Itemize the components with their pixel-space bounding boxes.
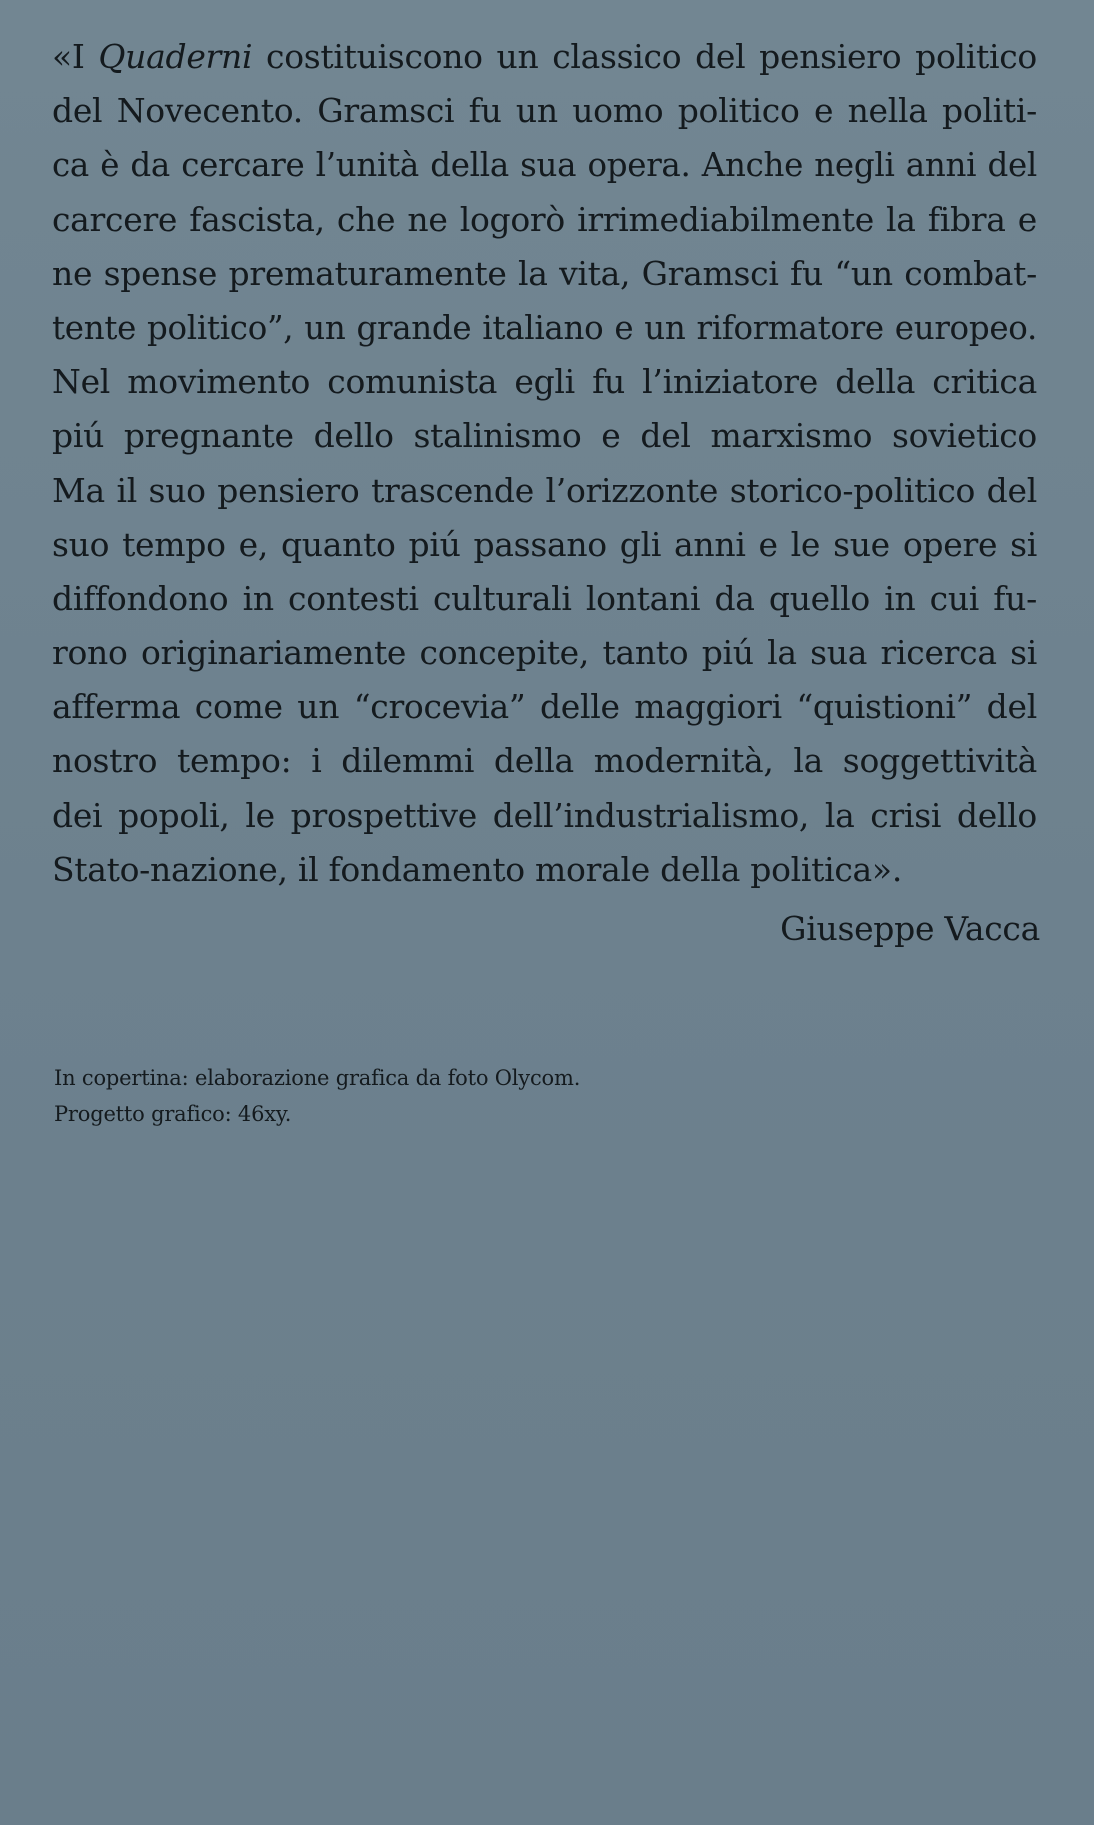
blurb-quote <box>52 30 1037 897</box>
cover-image-credit: In copertina: elaborazione grafica da foto Olycom. <box>54 1066 581 1090</box>
quote-line-1: «I Quaderni costituiscono un classico del pensiero politico <box>52 37 1037 76</box>
quote-author: Giuseppe Vacca <box>780 909 1040 948</box>
quote-line-11: diffondono in contesti culturali lontani da quello in cui fu- <box>52 578 1037 618</box>
quote-title-italic: Quaderni <box>98 37 253 76</box>
quote-line-5: ne spense prematuramente la vita, Gramsci fu “un combat- <box>52 253 1037 293</box>
quote-line-15: dei popoli, le prospettive dell’industrialismo, la crisi dello <box>52 795 1037 835</box>
quote-line-16: Stato-nazione, il fondamento morale della politica». <box>52 849 903 889</box>
quote-line-2: del Novecento. Gramsci fu un uomo politico e nella politi- <box>52 91 1037 131</box>
quote-line-7: Nel movimento comunista egli fu l’iniziatore della critica <box>52 362 1037 402</box>
quote-line-10: suo tempo e, quanto piú passano gli anni e le sue opere si <box>52 524 1037 564</box>
quote-line-6: tente politico”, un grande italiano e un riformatore europeo. <box>52 308 1037 347</box>
quote-line-3: ca è da cercare l’unità della sua opera. Anche negli anni del <box>52 146 1037 185</box>
cover-credits <box>54 1060 580 1132</box>
quote-line-12: rono originariamente concepite, tanto piú la sua ricerca si <box>52 633 1037 673</box>
quote-line-9: Ma il suo pensiero trascende l’orizzonte storico-politico del <box>52 470 1037 510</box>
quote-line-13: afferma come un “crocevia” delle maggiori “quistioni” del <box>52 687 1037 727</box>
quote-line-4: carcere fascista, che ne logorò irrimediabilmente la fibra e <box>52 199 1037 239</box>
quote-line-8: piú pregnante dello stalinismo e del marxismo sovietico <box>52 416 1037 456</box>
graphic-design-credit: Progetto grafico: 46xy. <box>54 1102 292 1126</box>
quote-line-14: nostro tempo: i dilemmi della modernità, la soggettività <box>52 741 1037 781</box>
